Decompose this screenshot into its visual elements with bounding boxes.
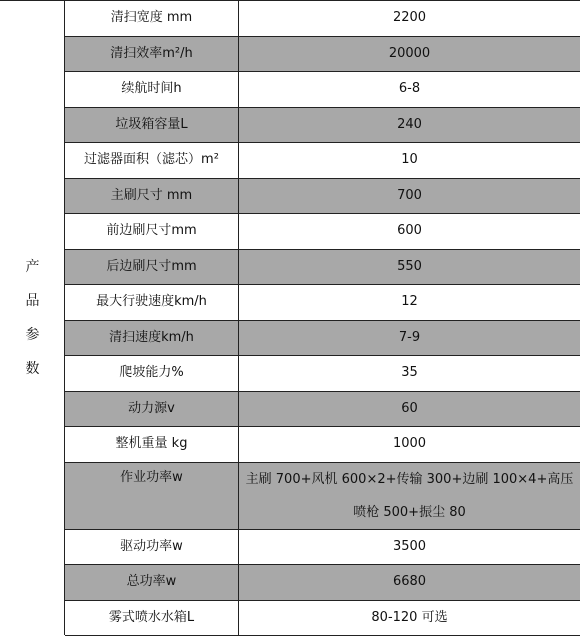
param-label: 过滤器面积（滤芯）m²	[65, 143, 239, 179]
param-label: 雾式喷水水箱L	[65, 600, 239, 636]
param-label: 驱动功率w	[65, 529, 239, 565]
table-row	[1, 462, 580, 529]
param-label: 清扫效率m²/h	[65, 36, 239, 72]
table-row	[1, 72, 580, 108]
param-value: 1000	[239, 427, 580, 463]
table-row	[1, 249, 580, 285]
table-row	[1, 529, 580, 565]
table-row	[1, 356, 580, 392]
param-value: 80-120 可选	[239, 600, 580, 636]
param-label: 续航时间h	[65, 72, 239, 108]
param-value: 600	[239, 214, 580, 250]
table-row	[1, 143, 580, 179]
param-label: 最大行驶速度km/h	[65, 285, 239, 321]
param-label: 动力源v	[65, 391, 239, 427]
param-value: 6680	[239, 565, 580, 601]
param-label: 爬坡能力%	[65, 356, 239, 392]
param-value	[239, 462, 580, 529]
param-label: 总功率w	[65, 565, 239, 601]
table-row	[1, 1, 580, 37]
table-row	[1, 565, 580, 601]
table-row	[1, 320, 580, 356]
param-label: 后边刷尺寸mm	[65, 249, 239, 285]
param-label: 前边刷尺寸mm	[65, 214, 239, 250]
param-value: 6-8	[239, 72, 580, 108]
param-label: 作业功率w	[65, 462, 239, 529]
param-value: 7-9	[239, 320, 580, 356]
param-value: 550	[239, 249, 580, 285]
table-row	[1, 36, 580, 72]
param-label: 整机重量 kg	[65, 427, 239, 463]
param-value: 2200	[239, 1, 580, 37]
param-label: 清扫宽度 mm	[65, 1, 239, 37]
table-row	[1, 214, 580, 250]
param-value: 35	[239, 356, 580, 392]
param-label: 垃圾箱容量L	[65, 107, 239, 143]
param-value: 20000	[239, 36, 580, 72]
table-row	[1, 178, 580, 214]
table-row	[1, 391, 580, 427]
param-value: 240	[239, 107, 580, 143]
section-label-cell	[1, 1, 65, 636]
param-value: 10	[239, 143, 580, 179]
param-value: 700	[239, 178, 580, 214]
param-value: 60	[239, 391, 580, 427]
param-value-line: 喷枪 500+振尘 80	[239, 496, 580, 529]
param-value-line: 主刷 700+风机 600×2+传输 300+边刷 100×4+高压	[239, 463, 580, 496]
section-label: 产 品 参 数	[26, 258, 40, 378]
table-row	[1, 600, 580, 636]
table-row	[1, 107, 580, 143]
param-value: 12	[239, 285, 580, 321]
table-row	[1, 427, 580, 463]
param-value: 3500	[239, 529, 580, 565]
param-label: 清扫速度km/h	[65, 320, 239, 356]
param-label: 主刷尺寸 mm	[65, 178, 239, 214]
table-row	[1, 285, 580, 321]
